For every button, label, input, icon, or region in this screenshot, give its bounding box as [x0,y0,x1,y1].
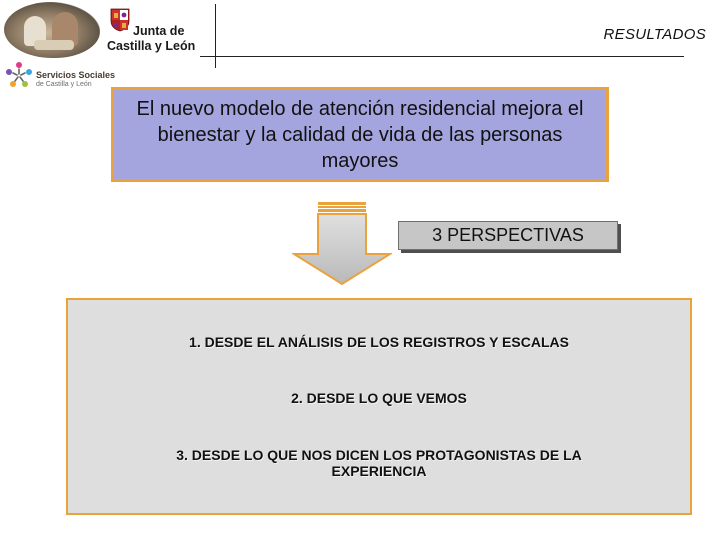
services-subtitle: de Castilla y León [36,81,92,88]
perspectives-label: 3 PERSPECTIVAS [398,221,618,250]
list-item: 2. DESDE LO QUE VEMOS [291,390,467,406]
section-title: RESULTADOS [603,26,706,43]
header-divider-horizontal [200,56,684,57]
perspectives-list [66,298,692,515]
org-name-line2: Castilla y León [107,39,196,53]
header-divider-vertical [215,4,216,68]
statement-text: El nuevo modelo de atención residencial mejora el bienestar y la calidad de vida de las personas mayores [136,97,584,172]
statement-box [111,87,609,182]
down-arrow-icon [292,202,392,286]
people-circle-logo [4,60,34,90]
header-photo [4,2,100,58]
services-name: Servicios Sociales [36,70,116,80]
list-item: 3. DESDE LO QUE NOS DICEN LOS PROTAGONISTAS DE LA EXPERIENCIA [176,447,582,479]
org-name-line1: Junta de [133,24,185,38]
list-item: 1. DESDE EL ANÁLISIS DE LOS REGISTROS Y ESCALAS [189,334,569,350]
coat-of-arms-icon [110,8,130,32]
